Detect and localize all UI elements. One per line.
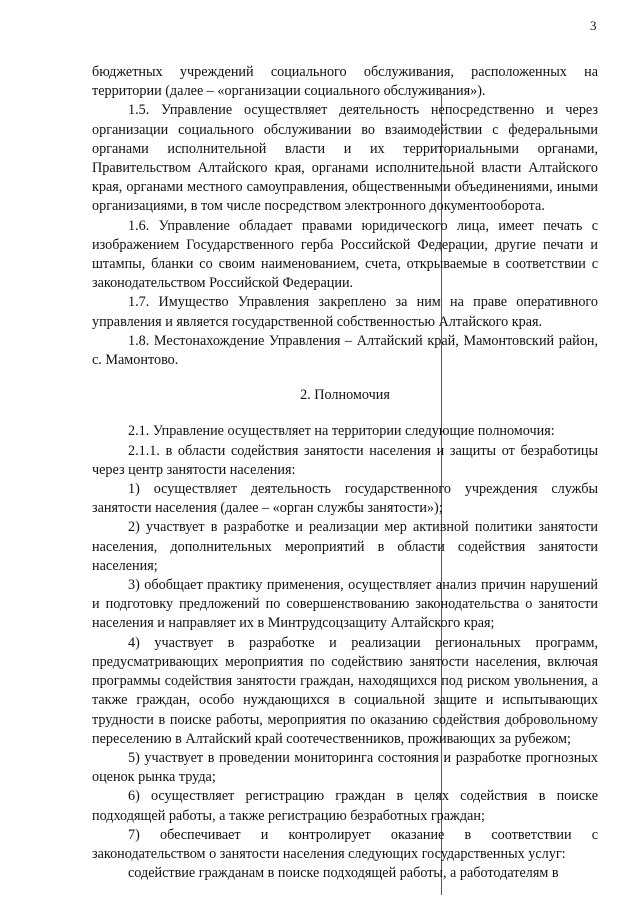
list-item-1: 1) осуществляет деятельность государственного учреждения службы занятости населения (далее – «орган службы занятости»); — [92, 481, 598, 517]
list-item-2: 2) участвует в разработке и реализации мер активной политики занятости населения, дополнительных мероприятий в области содействия занятости населения; — [92, 519, 598, 574]
page-number: 3 — [590, 18, 597, 33]
paragraph-1-6: 1.6. Управление обладает правами юридического лица, имеет печать с изображением Государственного герба Российской Федерации, другие печати и штампы, бланки со своим наименованием, счета, открываемые в соответствии с законодательством Российской Федерации. — [92, 217, 598, 292]
paragraph-1-5: 1.5. Управление осуществляет деятельность непосредственно и через организации социального обслуживании во взаимодействии с федеральными органами исполнительной власти и их территориальными органами, Правительством Алтайского края, органами исполнительной власти Алтайского края, органами местного самоуправления, общественными объединениями, иными организациями, в том числе посредством электронного документооборота. — [92, 102, 598, 215]
list-item-4: 4) участвует в разработке и реализации региональных программ, предусматривающих мероприятия по содействию занятости населения, включая программы содействия занятости граждан, находящихся под риском увольнения, а также граждан, особо нуждающихся в социальной защите и испытывающих трудности в поиске работы, мероприятия по оказанию содействия добровольному переселению в Алтайский край соотечественников, проживающих за рубежом; — [92, 634, 598, 747]
paragraph-2-1: 2.1. Управление осуществляет на территории следующие полномочия: — [128, 423, 555, 440]
paragraph-1-7: 1.7. Имущество Управления закреплено за ним на праве оперативного управления и является государственной собственностью Алтайского края. — [92, 294, 598, 330]
document-body — [92, 63, 598, 883]
list-item-7: 7) обеспечивает и контролирует оказание в соответствии с законодательством о занятости населения следующих государственных услуг: — [92, 826, 598, 862]
paragraph-2-1-1: 2.1.1. в области содействия занятости населения и защиты от безработицы через центр занятости населения: — [92, 442, 598, 478]
list-item-6: 6) осуществляет регистрацию граждан в целях содействия в поиске подходящей работы, а также регистрацию безработных граждан; — [92, 788, 598, 824]
section-heading: 2. Полномочия — [300, 387, 390, 404]
paragraph-continuation: бюджетных учреждений социального обслуживания, расположенных на территории (далее – «организации социального обслуживания»). — [92, 64, 598, 100]
list-item-3: 3) обобщает практику применения, осуществляет анализ причин нарушений и подготовку предложений по совершенствованию законодательства о занятости населения и направляет их в Минтрудсоцзащиту Алтайского края; — [92, 577, 598, 632]
paragraph-1-8: 1.8. Местонахождение Управления – Алтайский край, Мамонтовский район, с. Мамонтово. — [92, 332, 598, 369]
paragraph-services-continued: содействие гражданам в поиске подходящей работы, а работодателям в — [128, 865, 559, 882]
list-item-5: 5) участвует в проведении мониторинга состояния и разработке прогнозных оценок рынка труда; — [92, 749, 598, 786]
